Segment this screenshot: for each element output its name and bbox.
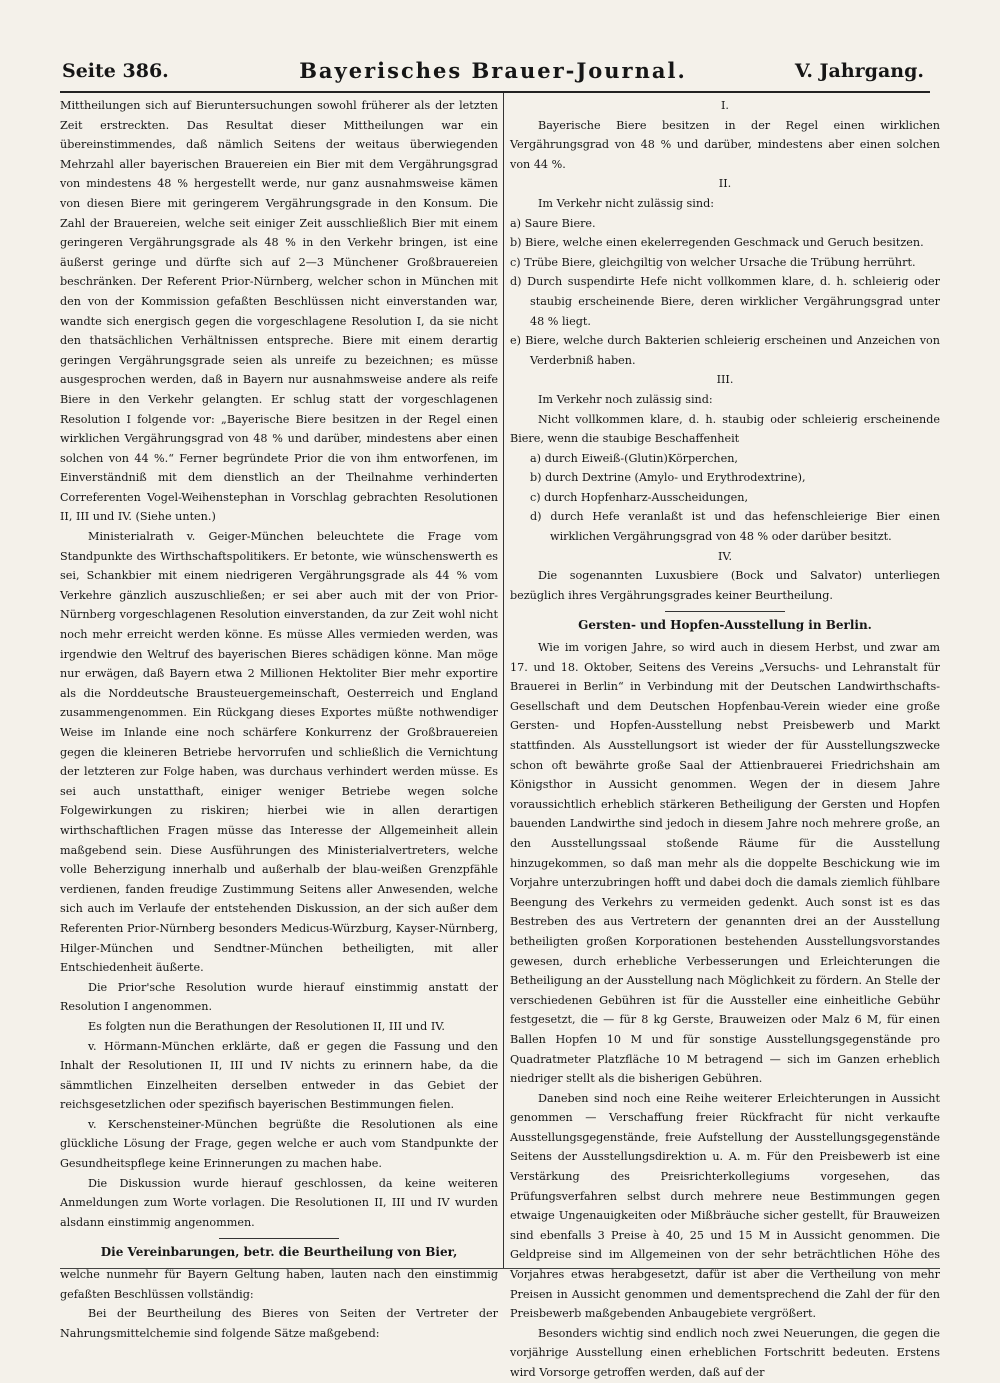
left-column xyxy=(60,96,498,1340)
roman-numeral: III. xyxy=(716,373,734,387)
roman-numeral: II. xyxy=(718,177,732,191)
paragraph: v. Kerschensteiner-München begrüßte die Resolutionen als eine glückliche Lösung der Frage, gegen welche er auch vom Standpunkte der Gesundheitspflege keine Erinnerungen zu machen habe. xyxy=(60,1117,498,1171)
page-number: Seite 386. xyxy=(62,60,169,82)
paragraph: Die Prior'sche Resolution wurde hierauf einstimmig anstatt der Resolution I angenommen. xyxy=(60,980,498,1014)
right-column xyxy=(510,96,940,1379)
paragraph: v. Hörmann-München erklärte, daß er gegen die Fassung und den Inhalt der Resolutionen II, III und IV nichts zu erinnern habe, da die sämmtlichen Einzelheiten derselben entweder in das Gebiet der reichsgesetzlichen oder spezifisch bayerischen Bestimmungen fielen. xyxy=(60,1039,498,1112)
paragraph: Bayerische Biere besitzen in der Regel einen wirklichen Vergährungsgrad von 48 % und darüber, mindestens aber einen solchen von 44 %. xyxy=(510,118,940,171)
volume-label: V. Jahrgang. xyxy=(794,60,924,82)
paragraph: welche nunmehr für Bayern Geltung haben, lauten nach den einstimmig gefaßten Beschlüssen vollständig: xyxy=(60,1268,498,1301)
paragraph: Mittheilungen sich auf Bieruntersuchungen sowohl früherer als der letzten Zeit erstreckten. Das Resultat dieser Mittheilungen war ein übereinstimmendes, daß nämlich Seitens der weitaus überwiegenden Mehrzahl aller bayerischen Brauereien ein Bier mit dem Vergährungsgrad von mindestens 48 % hergestellt werde, nur ganz ausnahmsweise kämen von diesen Biere mit geringerem Vergährungsgrade in den Konsum. Die Zahl der Brauereien, welche seit einiger Zeit ausschließlich Bier mit einem geringeren Vergährungsgrade als 48 % in den Verkehr bringen, ist eine äußerst geringe und dürfte sich auf 2—3 Münchener Großbrauereien beschränken. Der Referent Prior-Nürnberg, welcher schon in München mit den von der Kommission gefaßten Beschlüssen nicht einverstanden war, wandte sich energisch gegen die vorgeschlagene Resolution I, da sie nicht den thatsächlichen Verhältnissen entspreche. Biere mit einem derartig geringen Vergährungsgrade seien als unreife zu bezeichnen; es müsse ausgesprochen werden, daß in Bayern nur ausnahmsweise andere als reife Biere in den Verkehr gelangten. Er schlug statt der vorgeschlagenen Resolution I folgende vor: „Bayerische Biere besitzen in der Regel einen wirklichen Vergährungsgrad von 48 % und darüber, mindestens aber einen solchen von 44 %.“ Ferner begründete Prior die von ihm entworfenen, im Einverständniß mit dem dienstlich an der Theilnahme verhinderten Correferenten Vogel-Weihenstephan in Vorschlag gebrachten Resolutionen II, III und IV. (Siehe unten.) xyxy=(60,99,498,524)
paragraph: Bei der Beurtheilung des Bieres von Seiten der Vertreter der Nahrungsmittelchemie sind folgende Sätze maßgebend: xyxy=(60,1307,498,1340)
page-header xyxy=(62,52,924,92)
paragraph: Im Verkehr nicht zulässig sind: xyxy=(538,196,714,210)
paragraph: Ministerialrath v. Geiger-München beleuchtete die Frage vom Standpunkte des Wirthschaftspolitikers. Er betonte, wie wünschenswerth es sei, Schankbier mit einem niedrigeren Vergährungsgrade als 44 % vom Verkehre gänzlich auszuschließen; er sei aber auch mit der von Prior-Nürnberg vorgeschlagenen Resolution einverstanden, da zur Zeit wohl nicht noch mehr erreicht werden könne. Es müsse Alles vermieden werden, was irgendwie den Weltruf des bayerischen Bieres schädigen könne. Man möge nur erwägen, daß Bayern etwa 2 Millionen Hektoliter Bier mehr exportire als die Norddeutsche Brausteuergemeinschaft, Oesterreich und England zusammengenommen. Ein Rückgang dieses Exportes müßte nothwendiger Weise im Inlande eine noch schärfere Konkurrenz der Großbrauereien gegen die kleineren Betriebe hervorrufen und schließlich die Vernichtung der letzteren zur Folge haben, was durchaus verhindert werden müsse. Es sei auch unstatthaft, einiger weniger Betriebe wegen solche Folgewirkungen zu riskiren; hierbei wie in allen derartigen wirthschaftlichen Fragen müsse das Interesse der Allgemeinheit allein maßgebend sein. Diese Ausführungen des Ministerialvertreters, welche volle Beherzigung innerhalb und außerhalb der blau-weißen Grenzpfähle verdienen, fanden freudige Zustimmung Seitens aller Anwesenden, welche sich auch im Verlaufe der entstehenden Diskussion, an der sich außer dem Referenten Prior-Nürnberg besonders Medicus-Würzburg, Kayser-Nürnberg, Hilger-München und Sendtner-München betheiligten, mit aller Entschiedenheit äußerte. xyxy=(60,530,498,975)
journal-title: Bayerisches Brauer-Journal. xyxy=(299,58,687,83)
list-item: b) Biere, welche einen ekelerregenden Geschmack und Geruch besitzen. xyxy=(510,236,924,250)
section-divider xyxy=(219,1238,339,1239)
paragraph: Es folgten nun die Berathungen der Resolutionen II, III und IV. xyxy=(88,1019,445,1033)
section-heading: Gersten- und Hopfen-Ausstellung in Berlin. xyxy=(578,618,872,633)
paragraph: Die Diskussion wurde hierauf geschlossen, da keine weiteren Anmeldungen zum Worte vorlagen. Die Resolutionen II, III und IV wurden alsdann einstimmig angenommen. xyxy=(60,1176,498,1229)
list-item: d) Durch suspendirte Hefe nicht vollkommen klare, d. h. schleierig oder staubig erscheinende Biere, deren wirklicher Vergährungsgrad unter 48 % liegt. xyxy=(510,275,940,328)
roman-numeral: I. xyxy=(721,99,729,112)
column-divider xyxy=(503,93,504,1268)
section-heading: Die Vereinbarungen, betr. die Beurtheilung von Bier, xyxy=(100,1245,458,1260)
paragraph: Nicht vollkommen klare, d. h. staubig oder schleierig erscheinende Biere, wenn die staubige Beschaffenheit xyxy=(510,412,940,446)
footer-rule xyxy=(60,1268,940,1269)
list-item: a) durch Eiweiß-(Glutin)Körperchen, xyxy=(530,451,738,465)
list-item: c) durch Hopfenharz-Ausscheidungen, xyxy=(530,490,748,504)
list-item: b) durch Dextrine (Amylo- und Erythrodextrine), xyxy=(530,471,806,485)
list-item: a) Saure Biere. xyxy=(510,216,596,230)
header-rule xyxy=(60,91,930,93)
paragraph: Besonders wichtig sind endlich noch zwei Neuerungen, die gegen die vorjährige Ausstellung einen erheblichen Fortschritt bedeuten. Erstens wird Vorsorge getroffen werden, daß auf der xyxy=(510,1326,940,1379)
paragraph: Wie im vorigen Jahre, so wird auch in diesem Herbst, und zwar am 17. und 18. Oktober, Seitens des Vereins „Versuchs- und Lehranstalt für Brauerei in Berlin“ in Verbindung mit der Deutschen Landwirthschafts-Gesellschaft und dem Deutschen Hopfenbau-Verein wieder eine große Gersten- und Hopfen-Ausstellung nebst Preisbewerb und Markt stattfinden. Als Ausstellungsort ist wieder der für Ausstellungszwecke schon oft bewährte große Saal der Attienbrauerei Friedrichshain am Königsthor in Aussicht genommen. Wegen der in diesem Jahre voraussichtlich erheblich stärkeren Betheiligung der Gersten und Hopfen bauenden Landwirthe sind jedoch in diesem Jahre noch mehrere große, an den Ausstellungssaal stoßende Räume für die Ausstellung hinzugekommen, so daß man mehr als die doppelte Beschickung wie im Vorjahre unterzubringen hofft und dabei doch die damals ziemlich fühlbare Beengung des Verkehrs zu vermeiden gedenkt. Auch sonst ist es das Bestreben des aus Vertretern der genannten drei an der Ausstellung betheiligten großen Korporationen bestehenden Ausstellungsvorstandes gewesen, durch erhebliche Verbesserungen und Erleichterungen die Betheiligung an der Ausstellung nach Möglichkeit zu fördern. An Stelle der verschiedenen Gebühren ist für die Aussteller eine einheitliche Gebühr festgesetzt, die — für 8 kg Gerste, Brauweizen oder Malz 6 M, für einen Ballen Hopfen 10 M und für sonstige Ausstellungsgegenstände pro Quadratmeter Platzfläche 10 M betragend — sich im Ganzen erheblich niedriger stellt als die bisherigen Gebühren. xyxy=(510,641,940,1086)
list-item: c) Trübe Biere, gleichgiltig von welcher Ursache die Trübung herrührt. xyxy=(510,255,916,269)
paragraph: Daneben sind noch eine Reihe weiterer Erleichterungen in Aussicht genommen — Verschaffung freier Rückfracht für nicht verkaufte Ausstellungsgegenstände, freie Aufstellung der Ausstellungsgegenstände Seitens der Ausstellungsdirektion u. A. m. Für den Preisbewerb ist eine Verstärkung des Preisrichterkollegiums vorgesehen, das Prüfungsverfahren selbst durch mehrere neue Bestimmungen gegen etwaige Ungenauigkeiten oder Mißbräuche sicher gestellt, für Brauweizen sind ebenfalls 3 Preise à 40, 25 und 15 M in Aussicht genommen. Die Geldpreise sind im Allgemeinen von der sehr beträchtlichen Höhe des Vorjahres etwas herabgesetzt, dafür ist aber die Vertheilung von mehr Preisen in Aussicht genommen und dementsprechend die Zahl der für den Preisbewerb maßgebenden Anbaugebiete vergrößert. xyxy=(510,1091,940,1321)
paragraph: Die sogenannten Luxusbiere (Bock und Salvator) unterliegen bezüglich ihres Vergährungsgrades keiner Beurtheilung. xyxy=(510,569,940,602)
list-item: d) durch Hefe veranlaßt ist und das hefenschleierige Bier einen wirklichen Vergährungsgrad von 48 % oder darüber besitzt. xyxy=(530,510,940,544)
list-item: e) Biere, welche durch Bakterien schleierig erscheinen und Anzeichen von Verderbniß haben. xyxy=(510,334,940,367)
roman-numeral: IV. xyxy=(717,549,733,563)
paragraph: Im Verkehr noch zulässig sind: xyxy=(538,392,713,406)
section-divider xyxy=(665,611,785,612)
